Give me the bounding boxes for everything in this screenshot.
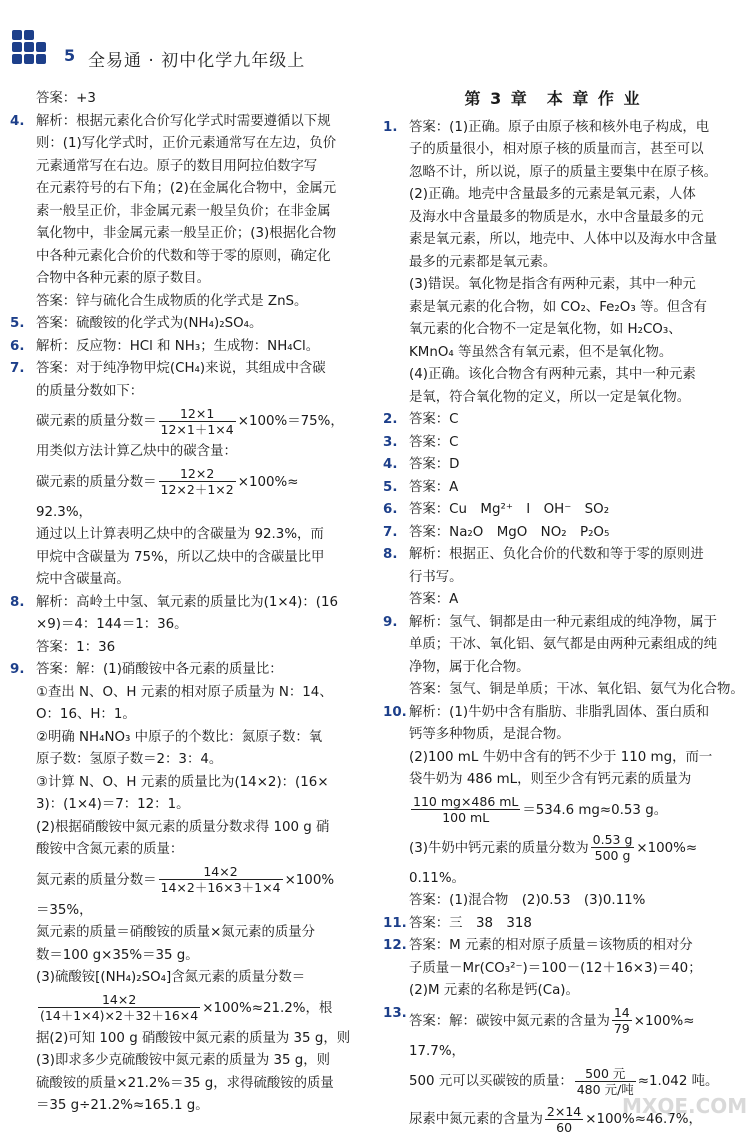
formula: 尿素中氮元素的含量为 $\frac{2\times 14}{60}$ ×100%≈46.7%， xyxy=(409,1103,702,1135)
question-6: 6. 解析：反应物：HCl 和 NH₃；生成物：NH₄Cl。 xyxy=(10,338,320,354)
question-6r: 6. 答案：Cu Mg²⁺ I OH⁻ SO₂ xyxy=(383,502,610,517)
question-13: 13. 答案：解：碳铵中氮元素的含量为 $\frac{14}{79}$ ×100%≈ 17.7%， 500 元可以买碳铵的质量： $\frac{\text{500 元}}{\text{480 元/吨}}$ ≈1.042 吨。 尿素中氮元素的含量为 $\frac{2\times 14}{60}$ ×100%≈46.7%， xyxy=(383,1003,723,1140)
question-8r: 8. 解析：根据正、负化合价的代数和等于零的原则进 行书写。 答案：A xyxy=(383,547,704,607)
formula: $\frac{14\times 2}{(14+1\times 4)\times 2+32+16\times 4}$ ×100%≈21.2%，根 xyxy=(40,992,333,1023)
question-5: 5. 答案：硫酸铵的化学式为(NH₄)₂SO₄。 xyxy=(10,316,263,331)
page-number: 5 xyxy=(64,46,76,65)
formula: 氮元素的质量分数＝ $\frac{14\times 2}{14\times 2+16\times 3+1\times 4}$ ×100% xyxy=(36,864,335,895)
question-4: 4. 解析：根据元素化合价写化学式时需要遵循以下规 则：(1)写化学式时，正价元素通常写在左边，负价 元素通常写在右边。原子的数目用阿拉伯数字写 在元素符号的右下角；(2)在金属化合物中，金属元 素一般呈正价，非金属元素一般呈负价；在非金属 氧化物中，非金属元素一般呈正价；(3)根据化合物 中各种元素化合价的代数和等于零的原则，确定化 合物中各种元素的原子数目。 答案：锌与硫化合生成物质的化学式是 ZnS。 xyxy=(10,113,337,309)
page-header xyxy=(0,0,750,80)
formula: (3)牛奶中钙元素的质量分数为 $\frac{0.53 g}{500 g}$ ×100%≈ xyxy=(409,832,698,863)
logo-squares-icon xyxy=(12,30,62,72)
question-10: 10. 解析：(1)牛奶中含有脂肪、非脂乳固体、蛋白质和 钙等多种物质，是混合物。 (2)100 mL 牛奶中含有的钙不少于 110 mg，而一 袋牛奶为 486 mL，则至少含有钙元素的质量为 $\frac{110 mg\times 486 mL}{100 mL}$ ＝534.6 mg≈0.53 g。 (3)牛奶中钙元素的质量分数为 $\frac{0.53 g}{500 g}$ ×100%≈ 0.11%。 答案：(1)混合物 (2)0.53 (3)0.11% xyxy=(383,702,723,913)
question-1: 1. 答案：(1)正确。原子由原子核和核外电子构成，电 子的质量很小，相对原子核的质量而言，甚至可以 忽略不计，所以说，原子的质量主要集中在原子核。 (2)正确。地壳中含量最多的元素是氧元素，人体 及海水中含量最多的物质是水，水中含量最多的元 素是氧元素，所以，地壳中、人体中以及海水中含量 最多的元素都是氧元素。 (3)错误。氧化物是指含有两种元素，其中一种元 素是氧元素的化合物，如 CO₂、Fe₂O₃ 等。但含有 氧元素的化合物不一定是氧化物，如 H₂CO₃、 KMnO₄ 等虽然含有氧元素，但不是氧化物。 (4)正确。该化合物含有两种元素，其中一种元素 是氧，符合氧化物的定义，所以一定是氧化物。 xyxy=(383,119,717,405)
question-7: 7. 答案：对于纯净物甲烷(CH₄)来说，其组成中含碳 的质量分数如下： 碳元素的质量分数＝ $\frac{12\times 1}{12\times 1+1\times 4}$ ×100%＝75%， 用类似方法计算乙炔中的碳含量： 碳元素的质量分数＝ $\frac{12\times 2}{12\times 2+1\times 2}$ ×100%≈ 92.3%， 通过以上计算表明乙炔中的含碳量为 92.3%，而 甲烷中含碳量为 75%，所以乙炔中的含碳量比甲 烷中含碳量高。 xyxy=(10,358,370,592)
question-9r: 9. 解析：氢气、铜都是由一种元素组成的纯净物，属于 单质；干冰、氧化铝、氨气都是由两种元素组成的纯 净物，属于化合物。 答案：氢气、铜是单质；干冰、氧化铝、氨气为化合物。 xyxy=(383,614,744,697)
question-3: 3. 答案：C xyxy=(383,434,459,450)
formula: 碳元素的质量分数＝ $\frac{12\times 2}{12\times 2+1\times 2}$ ×100%≈ xyxy=(36,466,299,497)
formula: 500 元可以买碳铵的质量： $\frac{\text{500 元}}{\text{480 元/吨}}$ ≈1.042 吨。 xyxy=(409,1065,719,1097)
formula: 答案：解：碳铵中氮元素的含量为 $\frac{14}{79}$ ×100%≈ xyxy=(409,1005,695,1036)
question-7r: 7. 答案：Na₂O MgO NO₂ P₂O₅ xyxy=(383,524,610,540)
formula: $\frac{110 mg\times 486 mL}{100 mL}$ ＝534.6 mg≈0.53 g。 xyxy=(413,794,668,825)
question-12: 12. 答案：M 元素的相对原子质量＝该物质的相对分 子质量－Mr(CO₃²⁻)＝100－(12＋16×3)＝40； (2)M 元素的名称是钙(Ca)。 xyxy=(383,938,702,998)
question-8: 8. 解析：高岭土中氢、氧元素的质量比为(1×4)：(16 ×9)＝4：144＝1：36。 答案：1：36 xyxy=(10,594,339,655)
right-column xyxy=(383,88,744,1139)
question-4r: 4. 答案：D xyxy=(383,457,460,472)
answer-line: 答案：+3 xyxy=(36,91,96,106)
formula: 碳元素的质量分数＝ $\frac{12\times 1}{12\times 1+1\times 4}$ ×100%＝75%， xyxy=(36,405,344,437)
chapter-title: 第 3 章 本 章 作 业 xyxy=(464,89,642,108)
question-5r: 5. 答案：A xyxy=(383,479,459,495)
question-2: 2. 答案：C xyxy=(383,412,459,427)
book-title: 全易通 · 初中化学九年级上 xyxy=(88,51,306,71)
question-9: 9. 答案：解：(1)硝酸铵中各元素的质量比： ①查出 N、O、H 元素的相对原子质量为 N：14、 O：16、H：1。 ②明确 NH₄NO₃ 中原子的个数比：氮原子数：氧 原子数：氢原子数＝2：3：4。 ③计算 N、O、H 元素的质量比为(14×2)：(16× 3)：(1×4)＝7：12：1。 (2)根据硝酸铵中氮元素的质量分数求得 100 g 硝 酸铵中含氮元素的质量： 氮元素的质量分数＝ $\frac{14\times 2}{14\times 2+16\times 3+1\times 4}$ ×100% ＝35%， 氮元素的质量＝硝酸铵的质量×氮元素的质量分 数＝100 g×35%＝35 g。 (3)硫酸铵[(NH₄)₂SO₄]含氮元素的质量分数＝ $\frac{14\times 2}{(14+1\times 4)\times 2+32+16\times 4}$ ×100%≈21.2%，根 据(2)可知 100 g 硝酸铵中氮元素的质量为 35 g，则 (3)即求多少克硫酸铵中氮元素的质量为 35 g，则 硫酸铵的质量×21.2%＝35 g，求得硫酸铵的质量 ＝35 g÷21.2%≈165.1 g。 xyxy=(10,659,370,1118)
question-11: 11. 答案：三 38 318 xyxy=(383,915,532,931)
watermark-logo: MXQE.COM xyxy=(622,1094,748,1118)
left-column xyxy=(10,88,370,1118)
